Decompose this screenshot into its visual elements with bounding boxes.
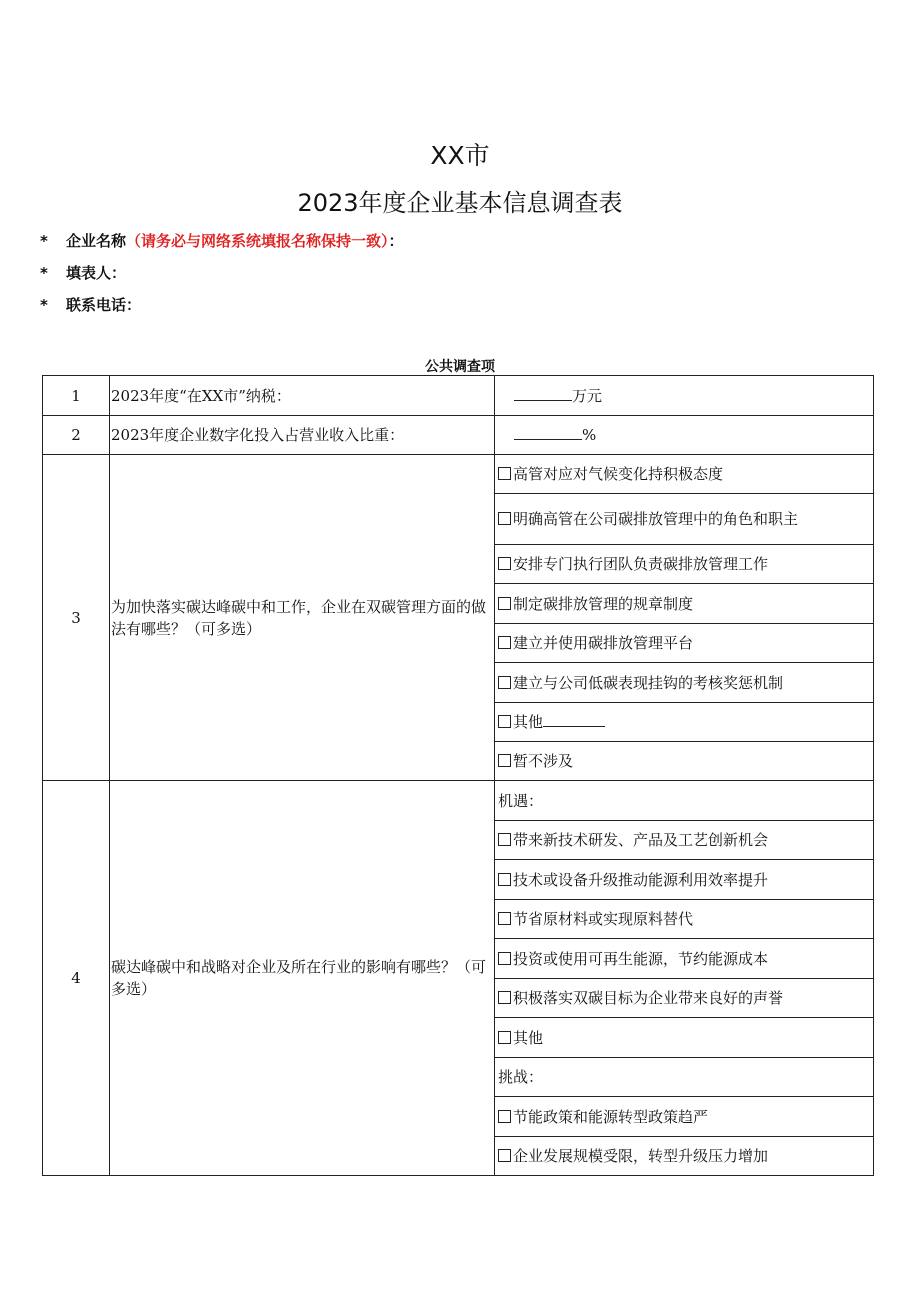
option-checkbox[interactable]: [495, 860, 874, 900]
checkbox-icon[interactable]: [498, 636, 511, 649]
digital-ratio-answer-cell: [495, 416, 874, 455]
option-label: 投资或使用可再生能源，节约能源成本: [513, 949, 769, 968]
option-label: 安排专门执行团队负责碳排放管理工作: [513, 555, 769, 573]
checkbox-icon[interactable]: [498, 873, 511, 886]
option-label: 建立并使用碳排放管理平台: [513, 634, 694, 652]
table-row: [43, 376, 874, 416]
checkbox-icon[interactable]: [498, 912, 511, 925]
question-text: 碳达峰碳中和战略对企业及所在行业的影响有哪些？（可多选）: [110, 781, 495, 1176]
option-checkbox[interactable]: [495, 979, 874, 1018]
document-title: 2023年度企业基本信息调查表: [297, 189, 623, 217]
survey-table: [42, 375, 874, 1176]
checkbox-icon[interactable]: [498, 991, 511, 1004]
option-label: 明确高管在公司碳排放管理中的角色和职主: [513, 510, 799, 528]
option-label: 制定碳排放管理的规章制度: [513, 594, 694, 613]
option-checkbox[interactable]: [495, 742, 874, 781]
opportunity-heading: 机遇：: [495, 781, 874, 821]
document-title-city: XX市: [430, 141, 490, 170]
question-text: 2023年度企业数字化投入占营业收入比重：: [110, 416, 495, 455]
section-title: 公共调查项: [425, 359, 495, 375]
option-checkbox[interactable]: [495, 939, 874, 979]
company-name-field: [40, 230, 404, 251]
checkbox-icon[interactable]: [498, 676, 511, 689]
checkbox-icon[interactable]: [498, 597, 511, 610]
table-row: [43, 455, 874, 494]
digital-ratio-blank[interactable]: [514, 423, 582, 440]
row-number: 2: [43, 416, 110, 455]
option-checkbox[interactable]: [495, 821, 874, 860]
question-text: 2023年度“在XX市”纳税：: [110, 376, 495, 416]
option-checkbox[interactable]: [495, 545, 874, 584]
filler-field: [40, 262, 126, 283]
required-star: *: [40, 296, 48, 314]
required-star: *: [40, 232, 48, 250]
option-checkbox[interactable]: [495, 1137, 874, 1176]
row-number: 3: [43, 455, 110, 781]
checkbox-icon[interactable]: [498, 512, 511, 525]
option-label: 节能政策和能源转型政策趋严: [513, 1107, 709, 1126]
checkbox-icon[interactable]: [498, 557, 511, 570]
row-number: 1: [43, 376, 110, 416]
checkbox-icon[interactable]: [498, 754, 511, 767]
other-blank[interactable]: [543, 710, 605, 727]
checkbox-icon[interactable]: [498, 715, 511, 728]
company-name-suffix: ：: [388, 232, 404, 250]
challenge-heading: 挑战：: [495, 1058, 874, 1097]
option-label: 技术或设备升级推动能源利用效率提升: [513, 870, 769, 889]
option-label: 积极落实双碳目标为企业带来良好的声誉: [513, 989, 784, 1007]
option-checkbox[interactable]: [495, 703, 874, 742]
checkbox-icon[interactable]: [498, 467, 511, 480]
option-label: 企业发展规模受限，转型升级压力增加: [513, 1147, 769, 1165]
option-checkbox[interactable]: [495, 1018, 874, 1058]
option-label: 建立与公司低碳表现挂钩的考核奖惩机制: [513, 673, 784, 692]
percent-unit: %: [582, 426, 597, 444]
company-name-note: （请务必与网络系统填报名称保持一致）: [126, 232, 389, 250]
company-name-label: 企业名称: [66, 232, 127, 250]
checkbox-icon[interactable]: [498, 1031, 511, 1044]
table-row: [43, 416, 874, 455]
question-text: 为加快落实碳达峰碳中和工作，企业在双碳管理方面的做法有哪些？（可多选）: [110, 455, 495, 781]
option-checkbox[interactable]: [495, 455, 874, 494]
option-checkbox[interactable]: [495, 624, 874, 663]
checkbox-icon[interactable]: [498, 1149, 511, 1162]
phone-label: 联系电话：: [66, 296, 142, 314]
phone-field: [40, 294, 141, 315]
option-label: 暂不涉及: [513, 752, 574, 770]
option-label: 节省原材料或实现原料替代: [513, 910, 694, 928]
option-checkbox[interactable]: [495, 494, 874, 545]
required-star: *: [40, 264, 48, 282]
option-label: 其他: [513, 1028, 544, 1047]
tax-unit: 万元: [572, 386, 603, 405]
option-checkbox[interactable]: [495, 584, 874, 624]
checkbox-icon[interactable]: [498, 833, 511, 846]
option-checkbox[interactable]: [495, 900, 874, 939]
table-row: [43, 781, 874, 821]
checkbox-icon[interactable]: [498, 952, 511, 965]
option-checkbox[interactable]: [495, 663, 874, 703]
option-checkbox[interactable]: [495, 1097, 874, 1137]
tax-answer-cell: [495, 376, 874, 416]
option-label: 高管对应对气候变化持积极态度: [513, 465, 724, 483]
filler-label: 填表人：: [66, 264, 127, 282]
tax-blank[interactable]: [514, 384, 572, 401]
row-number: 4: [43, 781, 110, 1176]
option-label: 带来新技术研发、产品及工艺创新机会: [513, 831, 769, 849]
checkbox-icon[interactable]: [498, 1110, 511, 1123]
option-label: 其他: [513, 713, 544, 731]
